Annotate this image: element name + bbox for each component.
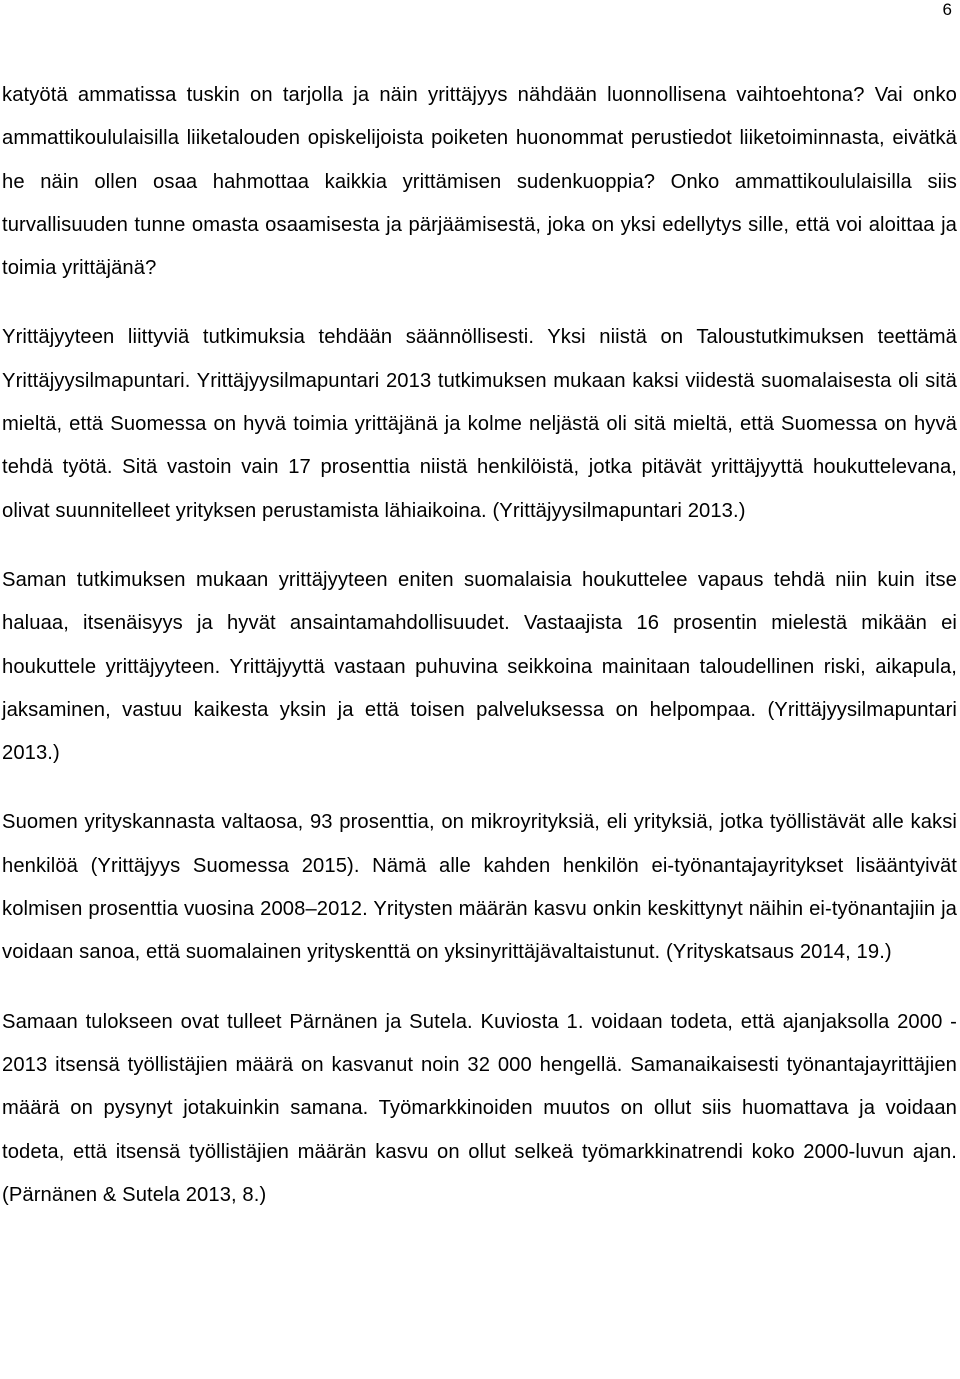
paragraph-spacer [2,775,957,801]
paragraph-spacer [2,290,957,316]
paragraph-2: Yrittäjyyteen liittyviä tutkimuksia tehdään säännöllisesti. Yksi niistä on Taloustutkimuksen teettämä Yrittäjyysilmapuntari. Yrittäjyysilmapuntari 2013 tutkimuksen mukaan kaksi viidestä suomalaisesta oli sitä mieltä, että Suomessa on hyvä toimia yrittäjänä ja kolme neljästä oli sitä mieltä, että Suomessa on hyvä tehdä työtä. Sitä vastoin vain 17 prosenttia niistä henkilöistä, jotka pitävät yrittäjyyttä houkuttelevana, olivat suunnitelleet yrityksen perustamista lähiaikoina. (Yrittäjyysilmapuntari 2013.) [2,326,957,522]
page-number: 6 [942,0,952,19]
paragraph-4: Suomen yrityskannasta valtaosa, 93 prosenttia, on mikroyrityksiä, eli yrityksiä, jotka työllistävät alle kaksi henkilöä (Yrittäjyys Suomessa 2015). Nämä alle kahden henkilön ei-työnantajayritykset lisääntyivät kolmisen prosenttia vuosina 2008–2012. Yritysten määrän kasvu onkin keskittynyt näihin ei-työnantajiin ja voidaan sanoa, että suomalainen yrityskenttä on yksinyrittäjävaltaistunut. (Yrityskatsaus 2014, 19.) [2,811,957,964]
page-body [2,74,957,1217]
paragraph-1: katyötä ammatissa tuskin on tarjolla ja näin yrittäjyys nähdään luonnollisena vaihtoehtona? Vai onko ammattikoululaisilla liiketalouden opiskelijoista poiketen huonommat perustiedot liiketoiminnasta, eivätkä he näin ollen osaa hahmottaa kaikkia yrittämisen sudenkuoppia? Onko ammattikoululaisilla siis turvallisuuden tunne omasta osaamisesta ja pärjäämisestä, joka on yksi edellytys sille, että voi aloittaa ja toimia yrittäjänä? [2,84,957,280]
paragraph-5: Samaan tulokseen ovat tulleet Pärnänen ja Sutela. Kuviosta 1. voidaan todeta, että ajanjaksolla 2000 - 2013 itsensä työllistäjien määrä on kasvanut noin 32 000 hengellä. Samanaikaisesti työnantajayrittäjien määrä on pysynyt jotakuinkin samana. Työmarkkinoiden muutos on ollut siis huomattava ja voidaan todeta, että itsensä työllistäjien määrän kasvu on ollut selkeä työmarkkinatrendi koko 2000-luvun ajan. (Pärnänen & Sutela 2013, 8.) [2,1010,957,1206]
paragraph-spacer [2,533,957,559]
paragraph-spacer [2,975,957,1001]
paragraph-3: Saman tutkimuksen mukaan yrittäjyyteen eniten suomalaisia houkuttelee vapaus tehdä niin kuin itse haluaa, itsenäisyys ja hyvät ansaintamahdollisuudet. Vastaajista 16 prosentin mielestä mikään ei houkuttele yrittäjyyteen. Yrittäjyyttä vastaan puhuvina seikkoina mainitaan taloudellinen riski, aikapula, jaksaminen, vastuu kaikesta yksin ja että toisen palveluksessa on helpompaa. (Yrittäjyysilmapuntari 2013.) [2,568,957,765]
